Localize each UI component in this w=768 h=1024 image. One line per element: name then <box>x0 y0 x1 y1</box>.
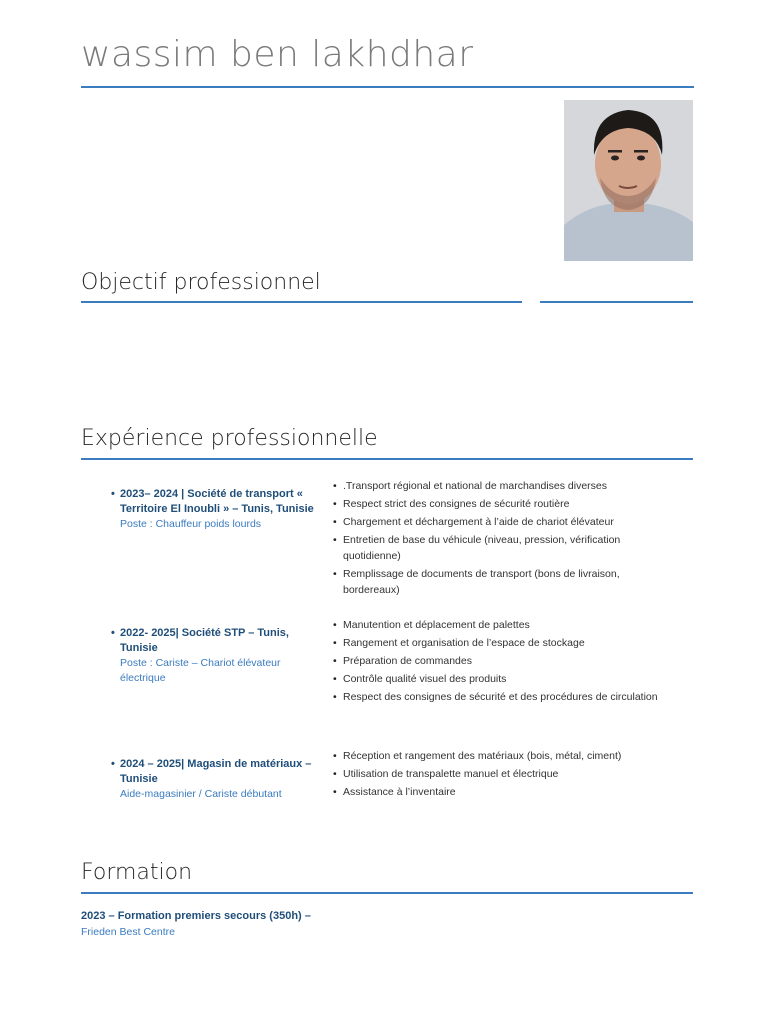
education-title: 2023 – Formation premiers secours (350h) – <box>81 910 311 922</box>
job-position: Poste : Chauffeur poids lourds <box>120 518 262 530</box>
job-title: • 2024 – 2025| Magasin de matériaux – Tunisie <box>111 757 323 787</box>
job-position: Aide-magasinier / Cariste débutant <box>120 788 282 800</box>
job-task: • Réception et rangement des matériaux (bois, métal, ciment) <box>333 748 678 764</box>
experience-divider <box>81 458 693 460</box>
job-task: • Entretien de base du véhicule (niveau, pression, vérification quotidienne) <box>333 532 678 564</box>
objective-heading: Objectif professionnel <box>81 270 321 295</box>
job-task: • .Transport régional et national de marchandises diverses <box>333 478 678 494</box>
experience-item <box>111 757 323 802</box>
experience-item <box>111 487 323 532</box>
job-task: • Assistance à l’inventaire <box>333 784 678 800</box>
job-task-list <box>333 478 678 600</box>
header-divider <box>81 86 694 88</box>
job-task: • Préparation de commandes <box>333 653 678 669</box>
job-task: • Contrôle qualité visuel des produits <box>333 671 678 687</box>
objective-divider <box>81 301 522 303</box>
job-task: • Chargement et déchargement à l’aide de chariot élévateur <box>333 514 678 530</box>
job-task: • Respect strict des consignes de sécurité routière <box>333 496 678 512</box>
education-divider <box>81 892 693 894</box>
job-task: • Utilisation de transpalette manuel et électrique <box>333 766 678 782</box>
job-title: • 2023– 2024 | Société de transport « Territoire El Inoubli » – Tunis, Tunisie <box>111 487 323 517</box>
education-school: Frieden Best Centre <box>81 926 175 938</box>
profile-photo <box>564 100 693 261</box>
job-task: • Respect des consignes de sécurité et des procédures de circulation <box>333 689 678 705</box>
education-heading: Formation <box>81 860 193 885</box>
objective-divider-right <box>540 301 693 303</box>
job-position: Poste : Cariste – Chariot élévateur électrique <box>120 657 281 684</box>
job-task-list <box>333 748 678 802</box>
job-task: • Remplissage de documents de transport (bons de livraison, bordereaux) <box>333 566 678 598</box>
job-task: • Rangement et organisation de l’espace de stockage <box>333 635 678 651</box>
job-title: • 2022- 2025| Société STP – Tunis, Tunisie <box>111 626 323 656</box>
job-task: • Manutention et déplacement de palettes <box>333 617 678 633</box>
portrait-image <box>564 100 693 261</box>
job-task-list <box>333 617 678 707</box>
experience-heading: Expérience professionnelle <box>81 426 378 451</box>
candidate-name: wassim ben lakhdhar <box>81 34 474 75</box>
experience-item <box>111 626 323 686</box>
